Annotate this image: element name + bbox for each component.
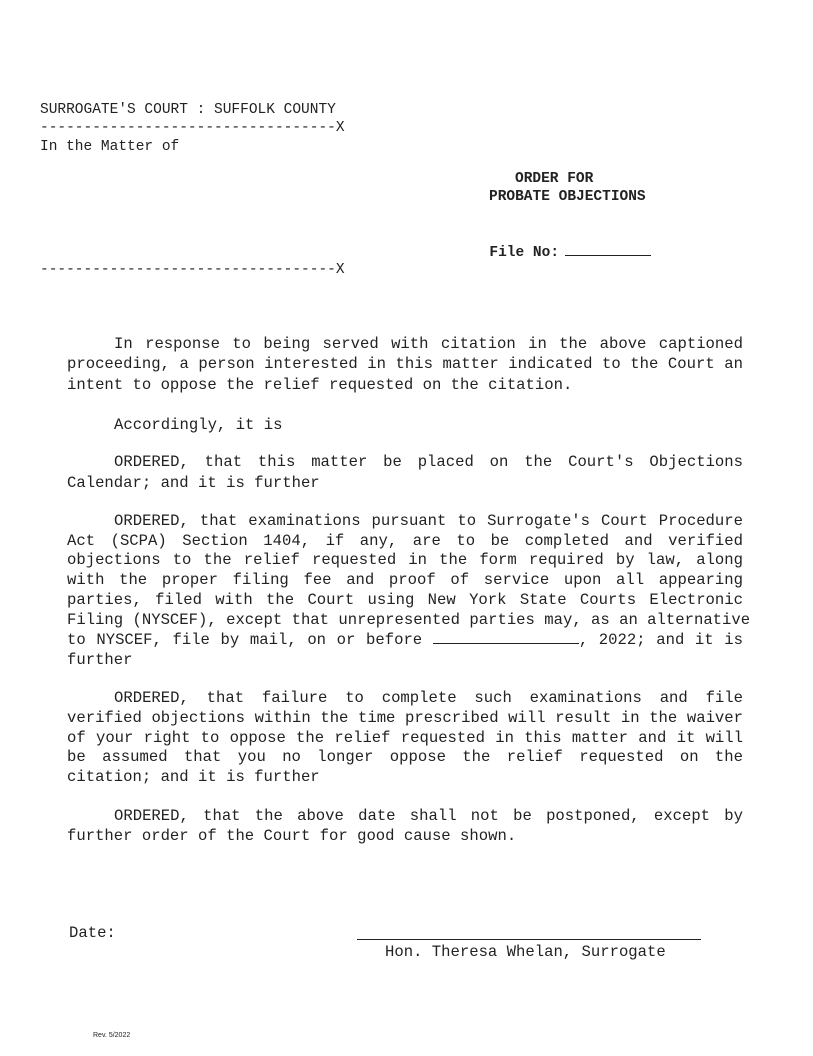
caption-divider: ----------------------------------X — [40, 120, 345, 136]
caption-divider: ----------------------------------X — [40, 262, 345, 278]
paragraph-line — [67, 630, 743, 650]
paragraph-line: further — [67, 651, 133, 669]
file-number-label: File No: — [489, 245, 560, 261]
court-name: SURROGATE'S COURT : SUFFOLK COUNTY — [40, 102, 336, 118]
paragraph-line: parties, filed with the Court using New York State Courts Electronic — [67, 591, 743, 609]
paragraph-line: of your right to oppose the relief requested in this matter and it will — [67, 729, 743, 747]
file-number-blank[interactable] — [565, 243, 651, 256]
signature-line[interactable] — [357, 939, 701, 940]
matter-label: In the Matter of — [40, 139, 180, 155]
paragraph-line: intent to oppose the relief requested on the citation. — [67, 376, 573, 394]
paragraph-line: Accordingly, it is — [114, 416, 283, 434]
paragraph-line: verified objections within the time prescribed will result in the waiver — [67, 709, 743, 727]
paragraph-line: further order of the Court for good cause shown. — [67, 827, 517, 845]
date-label: Date: — [69, 924, 116, 942]
paragraph-line: be assumed that you no longer oppose the relief requested on the — [67, 748, 743, 766]
paragraph-line: Filing (NYSCEF), except that unrepresented parties may, as an alternative — [67, 611, 751, 629]
deadline-text: to NYSCEF, file by mail, on or before — [67, 631, 423, 649]
revision-note: Rev. 5/2022 — [93, 1032, 131, 1039]
paragraph-line: ORDERED, that this matter be placed on the Court's Objections — [114, 453, 743, 471]
file-number-field — [472, 225, 651, 262]
paragraph-line: ORDERED, that examinations pursuant to Surrogate's Court Procedure — [114, 512, 743, 530]
deadline-year-text: , 2022; and it is — [578, 631, 743, 649]
paragraph-line: Act (SCPA) Section 1404, if any, are to be completed and verified — [67, 532, 743, 550]
deadline-date-blank[interactable] — [433, 630, 579, 644]
document-title: PROBATE OBJECTIONS — [489, 189, 646, 205]
paragraph-line: citation; and it is further — [67, 768, 320, 786]
paragraph-line: In response to being served with citation in the above captioned — [114, 335, 743, 353]
signer-name: Hon. Theresa Whelan, Surrogate — [385, 943, 666, 961]
paragraph-line: Calendar; and it is further — [67, 474, 320, 492]
paragraph-line: ORDERED, that the above date shall not be postponed, except by — [114, 807, 743, 825]
paragraph-line: proceeding, a person interested in this matter indicated to the Court an — [67, 355, 743, 373]
paragraph-line: with the proper filing fee and proof of service upon all appearing — [67, 571, 743, 589]
paragraph-line: ORDERED, that failure to complete such examinations and file — [114, 689, 743, 707]
document-title: ORDER FOR — [515, 171, 594, 187]
paragraph-line: objections to the relief requested in the form required by law, along — [67, 551, 743, 569]
